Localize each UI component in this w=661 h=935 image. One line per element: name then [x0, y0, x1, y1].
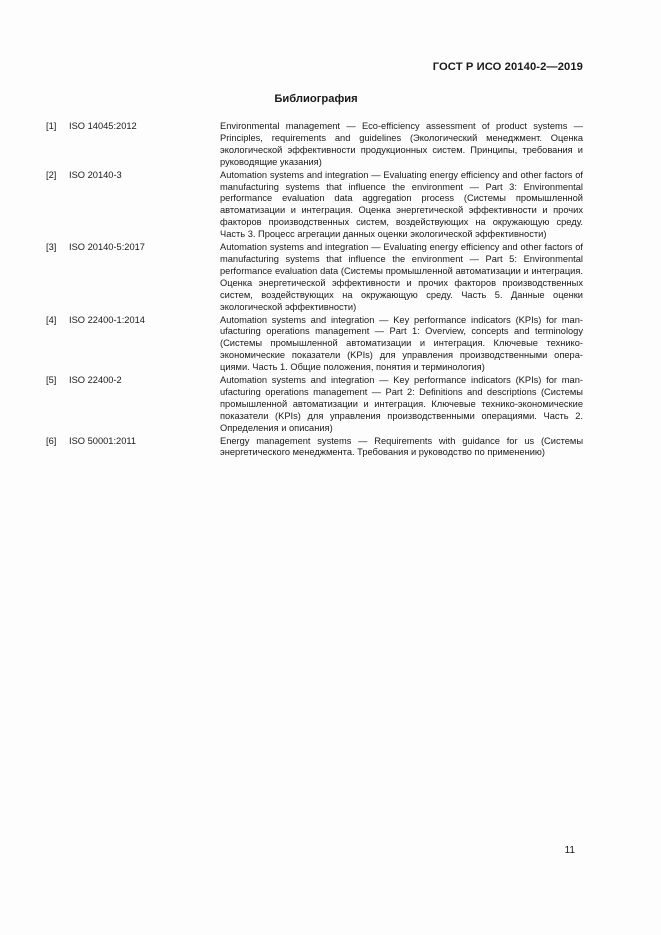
standard-code: ISO 50001:2011: [69, 435, 137, 446]
bibliography-entry: [46, 315, 583, 375]
bibliography-entry: [46, 436, 583, 460]
bibliography-entry: [46, 121, 583, 169]
entry-number: [2]: [46, 169, 57, 180]
entry-number: [6]: [46, 435, 57, 446]
entry-description: Energy management systems — Requirements with guidance for us (Системы энергетического менеджмента. Требования и руководство по применению): [220, 435, 583, 458]
document-code: ГОСТ Р ИСО 20140-2—2019: [432, 61, 583, 73]
bibliography-entry: [46, 375, 583, 435]
standard-code: ISO 20140-5:2017: [69, 242, 145, 253]
bibliography-list: [46, 121, 583, 459]
entry-description: Environmental management — Eco-efficiency assessment of product systems — Principles, requirements and guidelines (Экологический менеджмент. Оценка экологической эффективности продукционных систем. Принципы, требования и руководящие указания): [220, 121, 583, 167]
entry-number: [4]: [46, 314, 57, 325]
standard-code: ISO 14045:2012: [69, 121, 137, 131]
standard-code: ISO 22400-1:2014: [69, 314, 145, 325]
page-number: 11: [564, 845, 575, 856]
entry-number: [5]: [46, 375, 57, 386]
entry-description: Automation systems and integration — Key performance indicators (KPIs) for manufacturing operations management — Part 2: Definitions and descriptions (Системы промышленной автоматизации и интеграция. Ключевые технико-экономические показатели (KPIs) для управления производственными операциями. Часть 2. Определения и описания): [220, 375, 583, 433]
bibliography-entry: [46, 170, 583, 241]
entry-description: Automation systems and integration — Evaluating energy efficiency and other factors of manufacturing systems that influence the environment — Part 5: Environmental performance evaluation data (Системы промышленной автоматизации и интеграция. Оценка энергетической эффективности и прочих факторов производственных систем, воздействующих на окружающую среду. Часть 5. Данные оценки экологической эффективности): [220, 242, 583, 312]
section-title: Библиография: [274, 93, 358, 105]
standard-code: ISO 22400-2: [69, 375, 122, 386]
entry-description: Automation systems and integration — Key performance indicators (KPIs) for manufacturing operations management — Part 1: Overview, concepts and terminology (Системы промышленной автоматизации и интеграция. Ключевые технико-экономические показатели (KPIs) для управления производственными операциями. Часть 1. Общие положения, понятия и терминология): [220, 314, 583, 373]
standard-code: ISO 20140-3: [69, 169, 122, 180]
entry-description: Automation systems and integration — Evaluating energy efficiency and other factors of manufacturing systems that influence the environment — Part 3: Environmental performance evaluation data aggregation process (Системы промышленной автоматизации и интеграция. Оценка энергетической эффективности и прочих факторов производственных систем, воздействующих на окружающую среду. Часть 3. Процесс агрегации данных оценки экологической эффективности): [220, 169, 583, 240]
entry-number: [1]: [46, 121, 57, 131]
bibliography-entry: [46, 242, 583, 313]
entry-number: [3]: [46, 242, 57, 253]
